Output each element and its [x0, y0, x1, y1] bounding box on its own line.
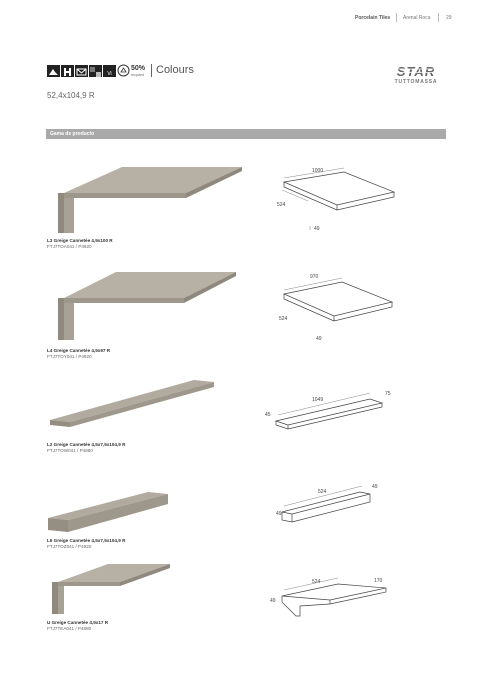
header-divider [438, 13, 439, 22]
technical-drawing-l5 [268, 480, 388, 530]
product-photo-l2 [44, 375, 219, 435]
variation-icon: Vi [103, 65, 116, 77]
dim-length: 524 [318, 489, 327, 495]
dim-width: 1000 [312, 168, 324, 174]
dim-height: 45 [265, 412, 271, 418]
header-category: Porcelain Tiles [355, 15, 391, 21]
dim-height: 49 [270, 598, 276, 604]
recycle-icon [117, 64, 130, 77]
shade-variation-icon [89, 65, 102, 77]
product-photo-l4 [44, 260, 244, 340]
product-name: L5 Greige Cannetée 4,5x7,5x104,9 R [47, 538, 126, 543]
colours-label: Colours [156, 64, 194, 76]
dim-length: 1049 [312, 397, 324, 403]
dim-depth: 524 [277, 202, 286, 208]
dim-depth: 524 [279, 316, 288, 322]
icons-divider [151, 64, 152, 77]
product-photo-u [44, 558, 184, 618]
dim-length: 524 [312, 579, 321, 585]
recycled-percent: 50% [131, 65, 146, 72]
dim-width: 75 [385, 391, 391, 397]
brand-logo [385, 65, 447, 85]
dim-height: 49 [314, 226, 320, 232]
technical-drawing-u [262, 572, 402, 632]
product-code: FTJ7TOY041 / P4920 [47, 354, 92, 359]
header-collection: Arenal Roca [403, 15, 431, 21]
slip-resistance-icon [47, 65, 60, 77]
product-code: FTJ7TOW041 / P4880 [47, 448, 93, 453]
product-photo-l5 [44, 488, 174, 538]
dim-width: 170 [374, 578, 383, 584]
product-name: U Greige Cannetée 4,9x17 R [47, 620, 109, 625]
product-code: FTJ7TOZ041 / P4920 [47, 544, 92, 549]
dim-width: 970 [310, 274, 319, 280]
product-code: FTJ7TEA041 / P4880 [47, 626, 92, 631]
technical-drawing-l3 [262, 160, 402, 235]
header-divider [396, 13, 397, 22]
mail-icon [75, 65, 88, 77]
technical-drawing-l2 [262, 385, 402, 435]
dim-height: 49 [316, 336, 322, 342]
brand-tagline: TUTTOMASSA [394, 79, 438, 85]
page-number: 29 [446, 15, 452, 21]
product-name: L3 Greige Cannetée 4,9x100 R [47, 238, 113, 243]
product-code: FTJ7TOA041 / P4920 [47, 244, 92, 249]
recycled-label: recycled [131, 73, 145, 77]
dim-width: 49 [372, 484, 378, 490]
product-name: L2 Greige Cannetée 4,5x7,5x104,9 R [47, 442, 126, 447]
section-title: Gama de producto [46, 129, 446, 139]
dim-height: 49 [276, 511, 282, 517]
product-photo-l3 [44, 160, 249, 235]
technical-drawing-l4 [262, 268, 402, 348]
brand-name: STAR [396, 65, 436, 79]
product-name: L4 Greige Cannetée 4,9x97 R [47, 348, 111, 353]
format-subtitle: 52,4x104,9 R [47, 91, 95, 100]
frost-resistance-icon [61, 65, 74, 77]
